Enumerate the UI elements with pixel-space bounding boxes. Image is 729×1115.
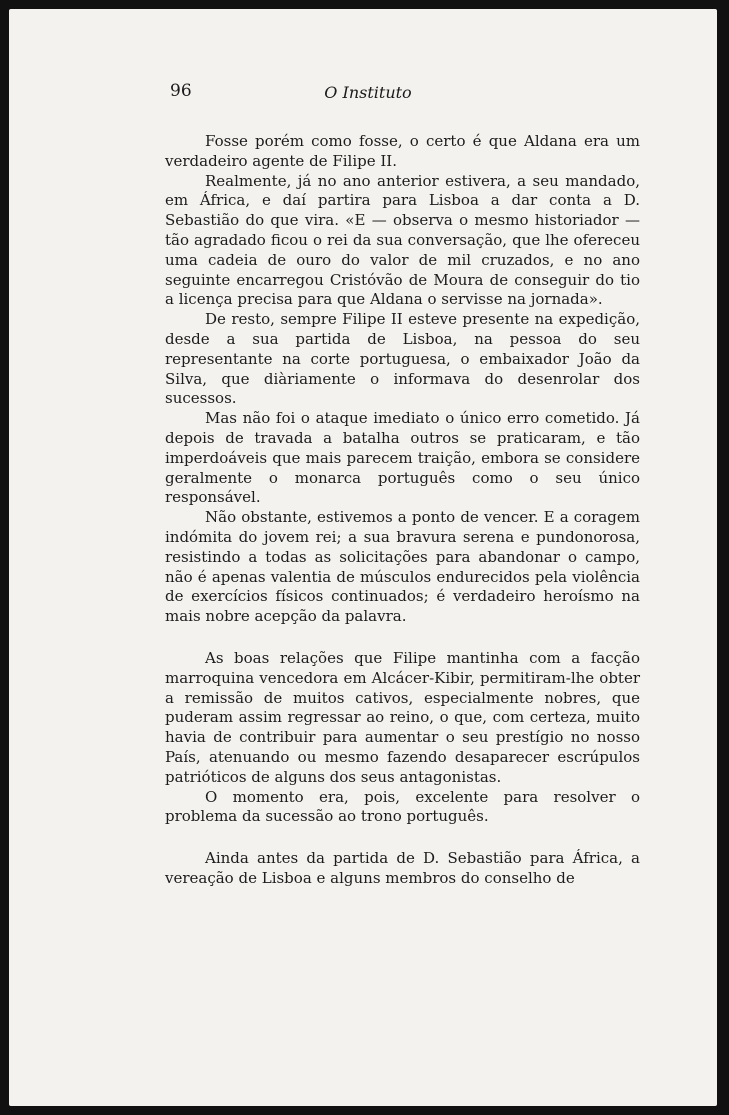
paragraph: Mas não foi o ataque imediato o único erro cometido. Já depois de travada a batalha outros se praticaram, e tão imperdoáveis que mais parecem traição, embora se considere geralmente o monarca português como o seu único responsável.	[165, 409, 640, 507]
page-header	[9, 81, 717, 105]
book-page	[9, 9, 717, 1106]
paragraph: Realmente, já no ano anterior estivera, a seu mandado, em África, e daí partira para Lisboa a dar conta a D. Sebastião do que vira. «E — observa o mesmo historiador — tão agradado ficou o rei da sua conversação, que lhe ofereceu uma cadeia de ouro do valor de mil cruzados, e no ano seguinte encarregou Cristóvão de Moura de conseguir do tio a licença precisa para que Aldana o servisse na jornada».	[165, 171, 640, 309]
body-text	[165, 132, 640, 889]
page-number: 96	[170, 81, 192, 101]
running-title: O Instituto	[324, 83, 412, 102]
paragraph: De resto, sempre Filipe II esteve presente na expedição, desde a sua partida de Lisboa, na pessoa do seu representante na corte portuguesa, o embaixador João da Silva, que diàriamente o informava do desenrolar dos sucessos.	[165, 310, 640, 408]
paragraph: Não obstante, estivemos a ponto de vencer. E a coragem indómita do jovem rei; a sua bravura serena e pundonorosa, resistindo a todas as solicitações para abandonar o campo, não é apenas valentia de músculos endurecidos pela violência de exercícios físicos continuados; é verdadeiro heroísmo na mais nobre acepção da palavra.	[165, 508, 640, 626]
paragraph: Ainda antes da partida de D. Sebastião para África, a vereação de Lisboa e alguns membros do conselho de	[165, 849, 640, 887]
paragraph: O momento era, pois, excelente para resolver o problema da sucessão ao trono português.	[165, 787, 640, 826]
paragraph: Fosse porém como fosse, o certo é que Aldana era um verdadeiro agente de Filipe II.	[165, 132, 640, 170]
paragraph: As boas relações que Filipe mantinha com a facção marroquina vencedora em Alcácer-Kibir, permitiram-lhe obter a remissão de muitos cativos, especialmente nobres, que puderam assim regressar ao reino, o que, com certeza, muito havia de contribuir para aumentar o seu prestígio no nosso País, atenuando ou mesmo fazendo desaparecer escrúpulos patrióticos de alguns dos seus antagonistas.	[165, 648, 640, 786]
